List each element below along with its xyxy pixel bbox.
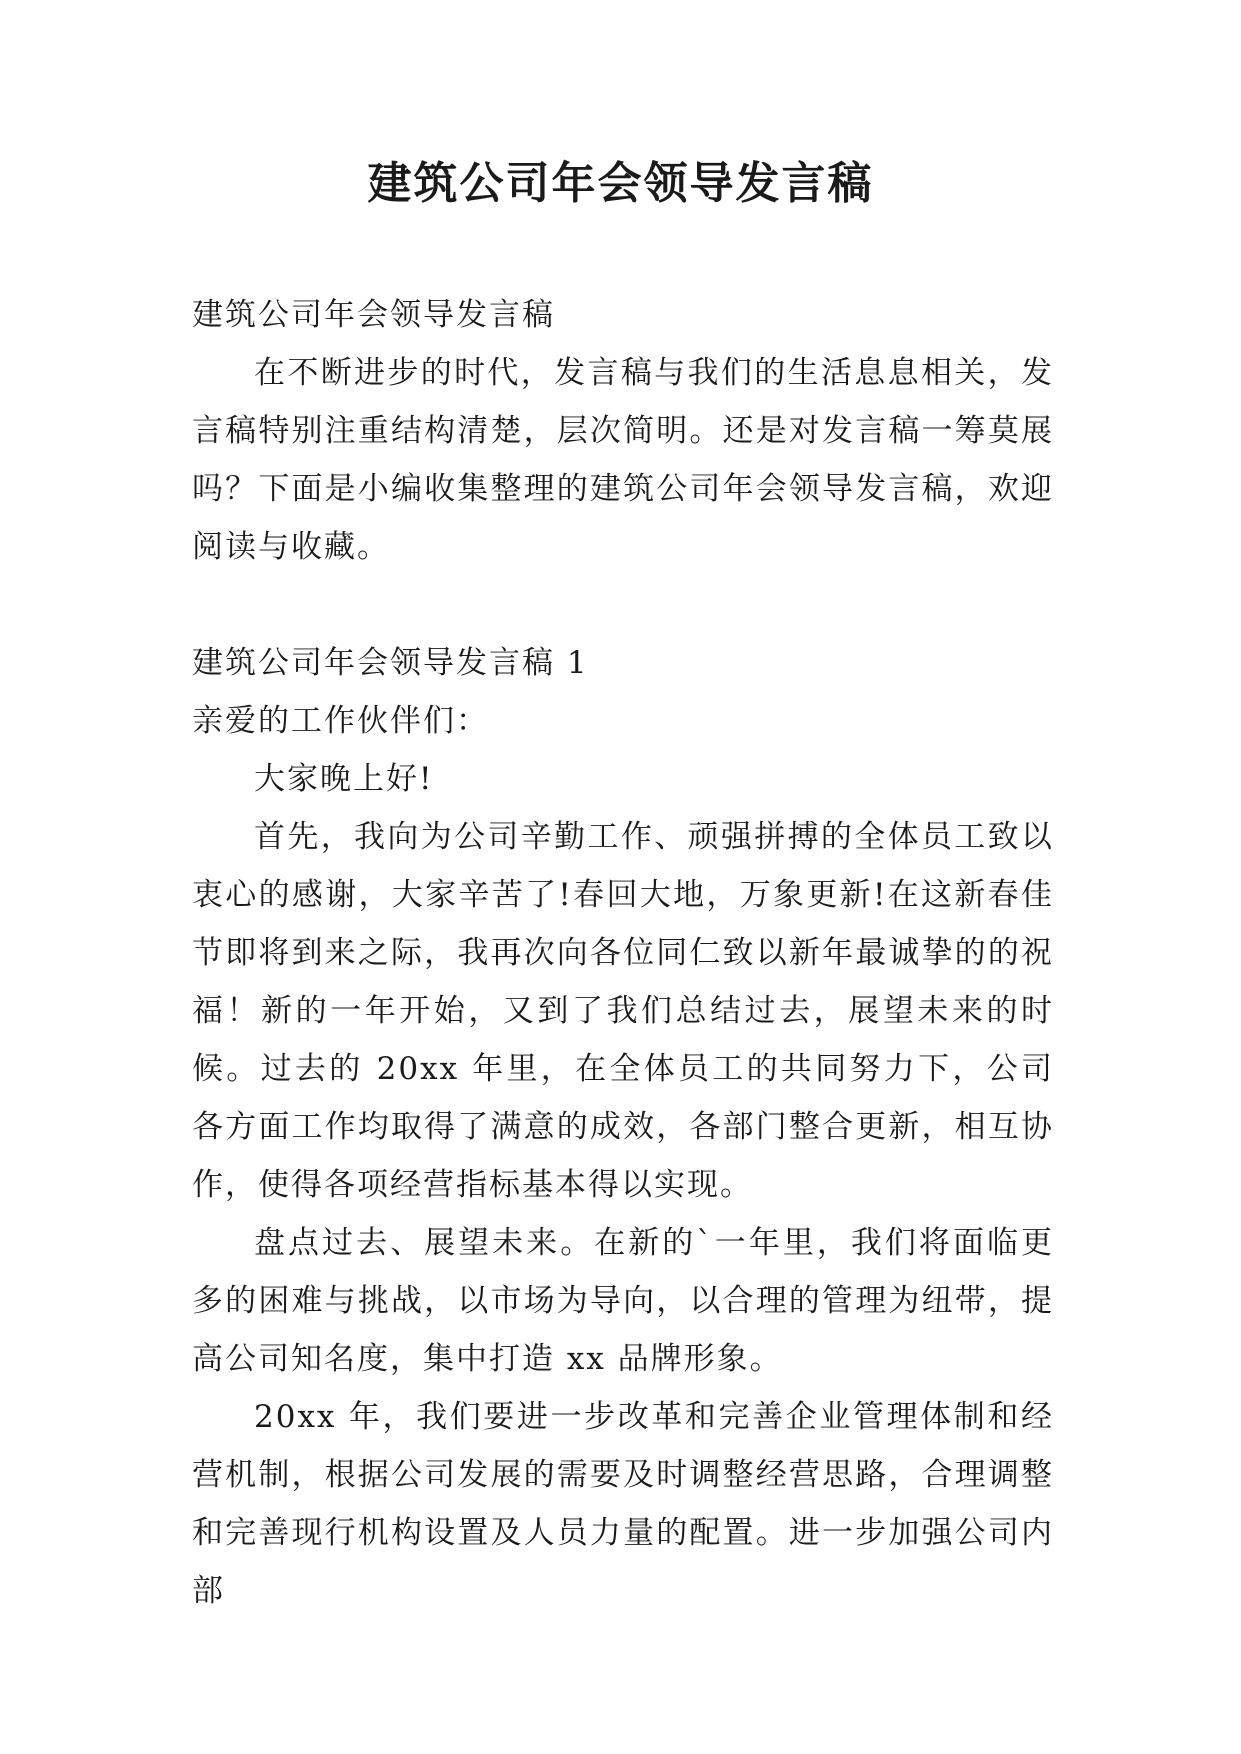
body-paragraph-thanks: 首先，我向为公司辛勤工作、顽强拼搏的全体员工致以衷心的感谢，大家辛苦了!春回大地，万象更新!在这新春佳节即将到来之际，我再次向各位同仁致以新年最诚挚的的祝福！新的一年开始，又到了我们总结过去，展望未来的时候。过去的 20xx 年里，在全体员工的共同努力下，公司各方面工作均取得了满意的成效，各部门整合更新，相互协作，使得各项经营指标基本得以实现。 bbox=[192, 819, 1054, 1203]
intro-paragraph: 在不断进步的时代，发言稿与我们的生活息息相关，发言稿特别注重结构清楚，层次简明。还是对发言稿一筹莫展吗？下面是小编收集整理的建筑公司年会领导发言稿，欢迎阅读与收藏。 bbox=[192, 355, 1054, 565]
document-subtitle: 建筑公司年会领导发言稿 bbox=[192, 297, 555, 333]
greeting: 大家晚上好! bbox=[254, 761, 434, 797]
document-title: 建筑公司年会领导发言稿 bbox=[367, 158, 874, 209]
salutation: 亲爱的工作伙伴们： bbox=[192, 703, 489, 739]
paragraph-gap bbox=[192, 576, 1054, 634]
document-body bbox=[192, 286, 1054, 1620]
section-heading: 建筑公司年会领导发言稿 1 bbox=[192, 645, 589, 681]
body-paragraph-outlook: 盘点过去、展望未来。在新的`一年里，我们将面临更多的困难与挑战，以市场为导向，以合理的管理为纽带，提高公司知名度，集中打造 xx 品牌形象。 bbox=[192, 1225, 1054, 1377]
body-paragraph-reform: 20xx 年，我们要进一步改革和完善企业管理体制和经营机制，根据公司发展的需要及时调整经营思路，合理调整和完善现行机构设置及人员力量的配置。进一步加强公司内部 bbox=[192, 1399, 1054, 1609]
